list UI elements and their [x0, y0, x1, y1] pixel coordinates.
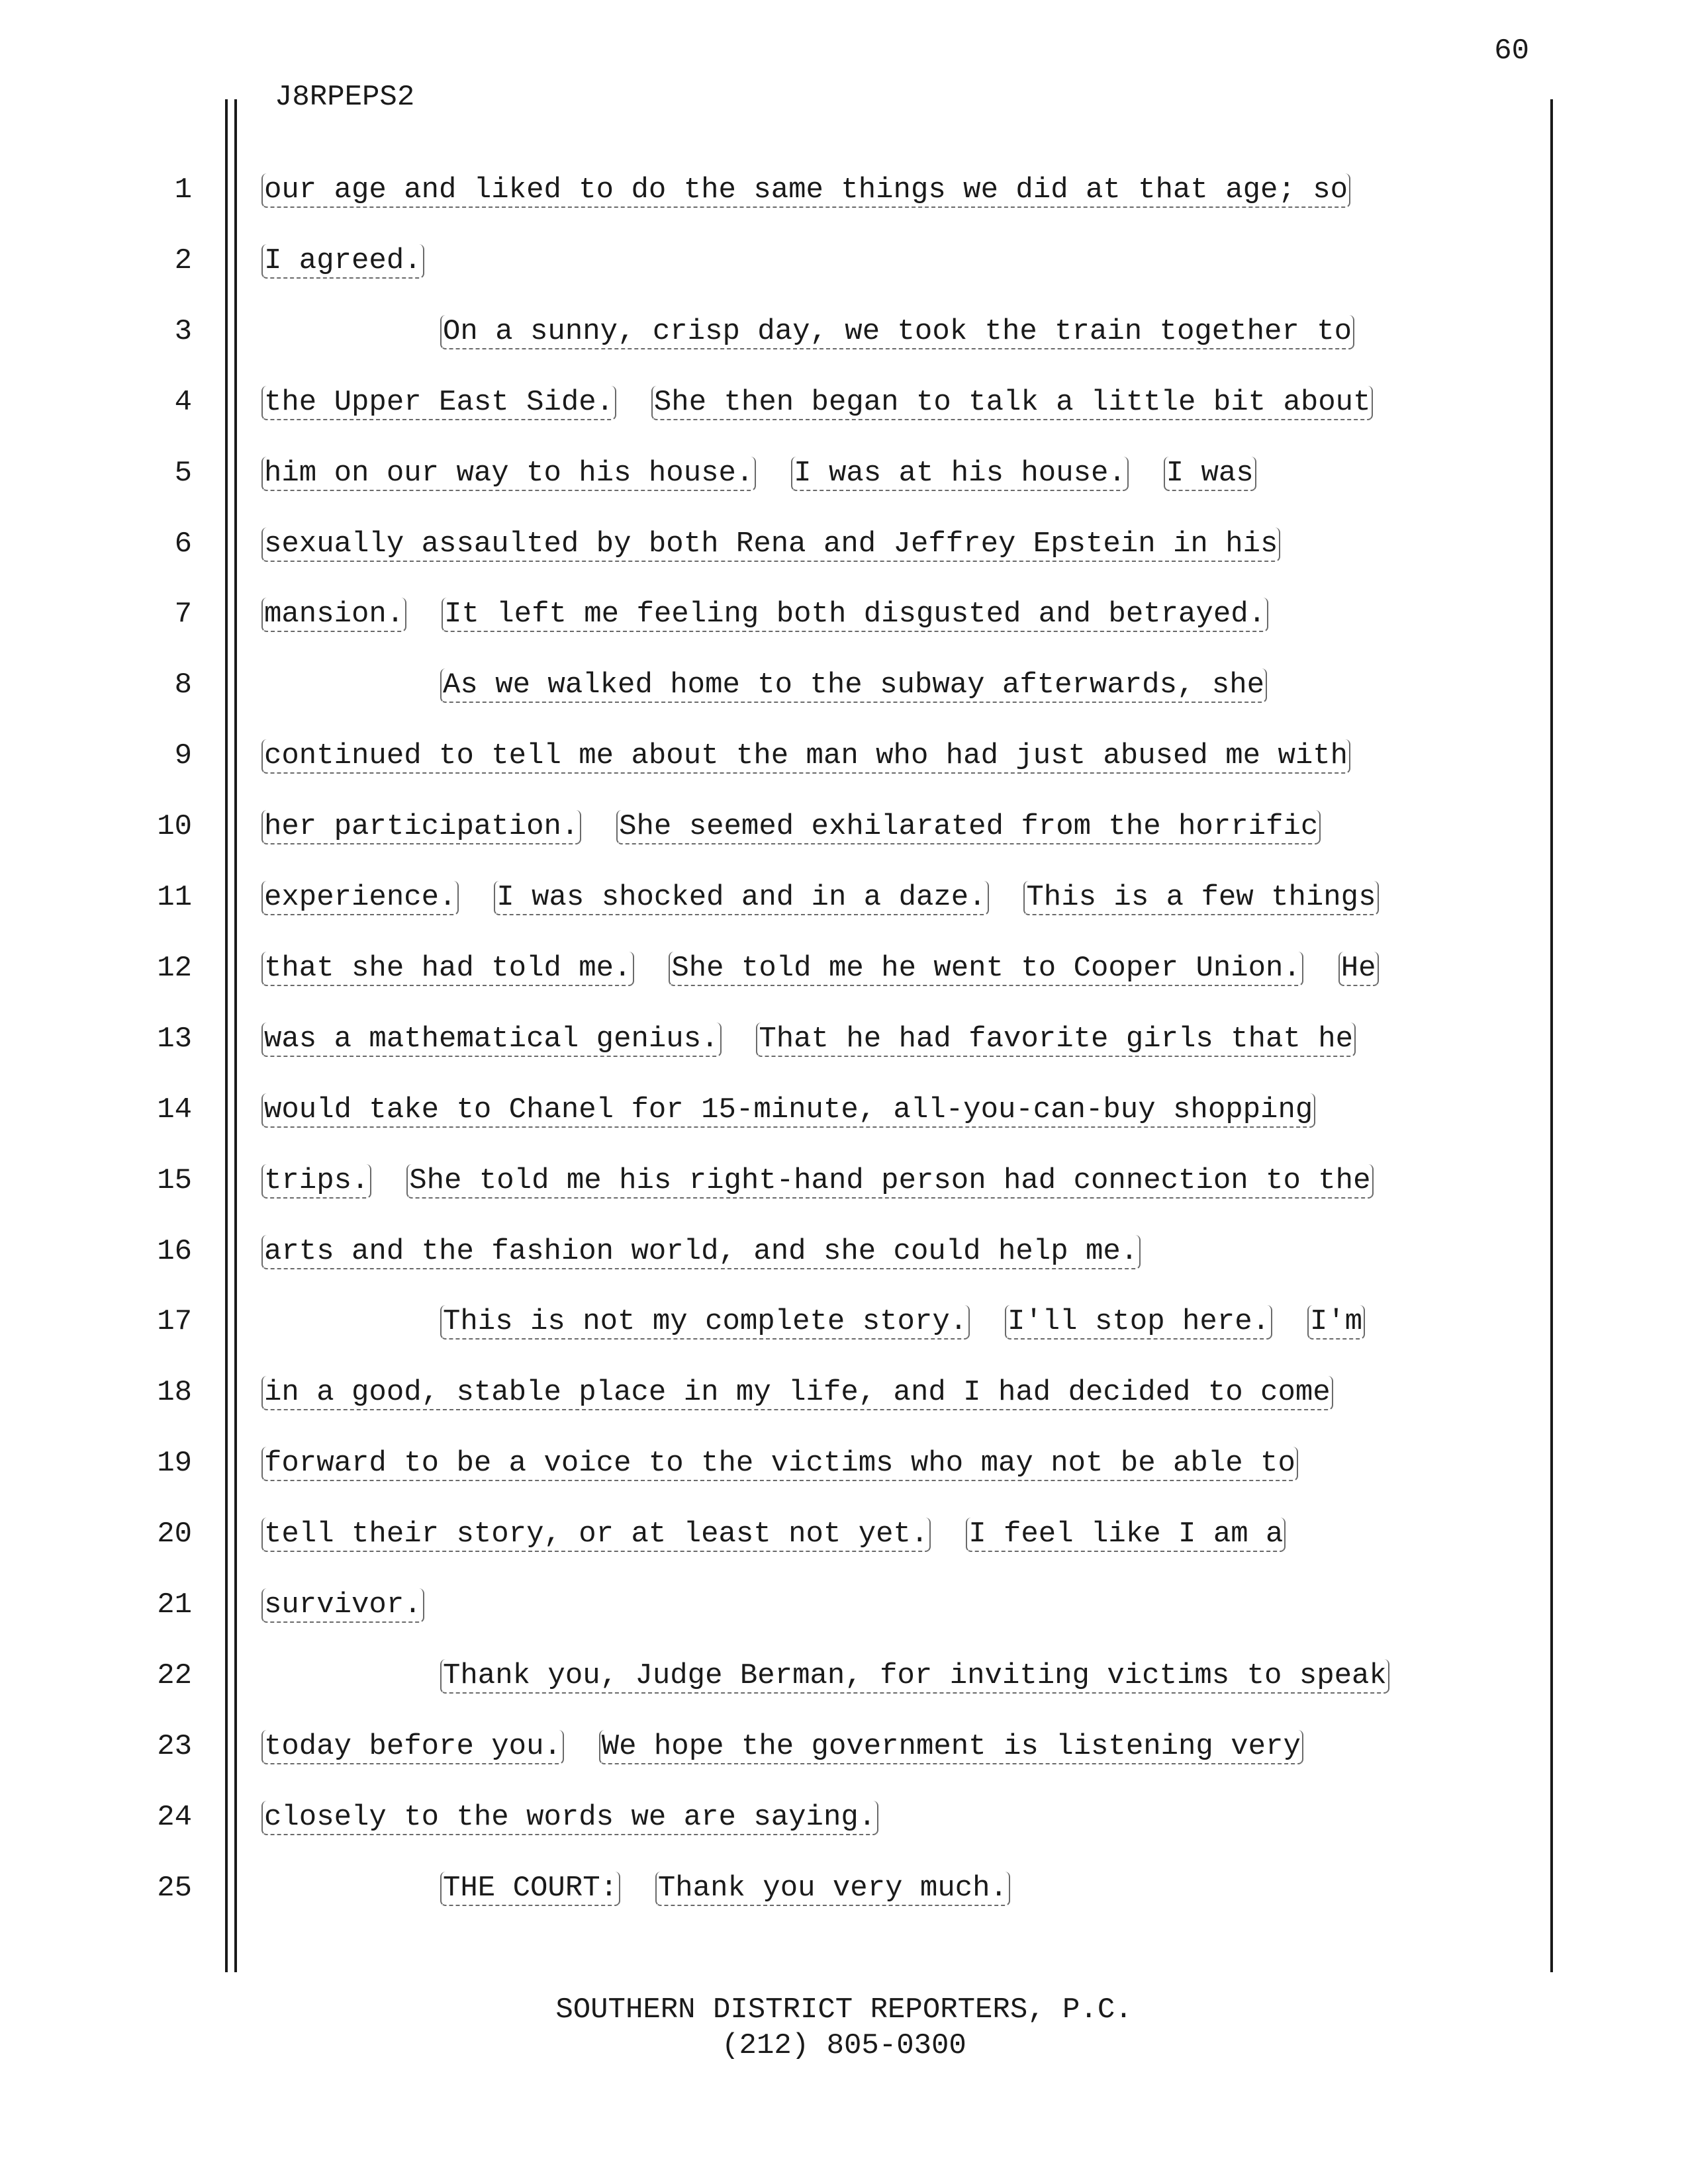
line-number: 3 [174, 315, 192, 348]
sentence-segment: sexually assaulted by both Rena and Jeffrey Epstein in his [261, 527, 1280, 562]
sentence-segment: forward to be a voice to the victims who may not be able to [261, 1447, 1298, 1481]
sentence-segment: This is a few things [1023, 881, 1378, 915]
sentence-segment: her participation. [261, 810, 581, 844]
sentence-segment: I agreed. [261, 244, 424, 279]
sentence-segment: She then began to talk a little bit about [651, 386, 1374, 420]
transcript-line [261, 1801, 878, 1834]
transcript-line [440, 1872, 1010, 1905]
transcript-line [440, 315, 1354, 348]
line-number: 15 [157, 1164, 192, 1197]
line-number: 19 [157, 1447, 192, 1480]
sentence-segment: mansion. [261, 598, 406, 632]
sentence-segment: Thank you very much. [655, 1872, 1010, 1906]
line-number: 17 [157, 1305, 192, 1338]
footer-reporter-name: SOUTHERN DISTRICT REPORTERS, P.C. [555, 1993, 1133, 2026]
sentence-segment: our age and liked to do the same things we did at that age; so [261, 173, 1350, 208]
transcript-line [261, 1730, 1303, 1763]
transcript-line [261, 457, 1256, 490]
line-number: 16 [157, 1235, 192, 1268]
transcript-line [440, 1659, 1389, 1692]
sentence-segment: survivor. [261, 1588, 424, 1623]
line-number: 8 [174, 668, 192, 702]
sentence-segment: I'm [1307, 1305, 1365, 1340]
transcript-line [261, 527, 1280, 561]
sentence-segment: He [1338, 952, 1379, 986]
sentence-segment: in a good, stable place in my life, and I had decided to come [261, 1376, 1333, 1410]
sentence-segment: That he had favorite girls that he [756, 1023, 1356, 1057]
line-number: 22 [157, 1659, 192, 1692]
sentence-segment: trips. [261, 1164, 371, 1199]
sentence-segment: arts and the fashion world, and she could help me. [261, 1235, 1141, 1269]
sentence-segment: As we walked home to the subway afterwards, she [440, 668, 1267, 703]
line-number: 21 [157, 1588, 192, 1621]
transcript-line [261, 598, 1268, 631]
transcript-line [261, 1164, 1374, 1197]
sentence-segment: It left me feeling both disgusted and betrayed. [442, 598, 1268, 632]
sentence-segment: tell their story, or at least not yet. [261, 1518, 931, 1552]
transcript-line [261, 1023, 1356, 1056]
sentence-segment: would take to Chanel for 15-minute, all-you-can-buy shopping [261, 1093, 1315, 1128]
line-number: 23 [157, 1730, 192, 1763]
left-margin-rule [225, 99, 228, 1972]
right-margin-rule [1550, 99, 1553, 1972]
line-number: 14 [157, 1093, 192, 1126]
transcript-line [261, 1447, 1298, 1480]
line-number: 9 [174, 739, 192, 772]
line-number: 2 [174, 244, 192, 277]
line-number: 25 [157, 1872, 192, 1905]
sentence-segment: today before you. [261, 1730, 564, 1764]
transcript-line [261, 1518, 1286, 1551]
transcript-line [261, 739, 1350, 772]
page-number: 60 [1494, 34, 1529, 68]
transcript-line [261, 244, 424, 277]
line-number: 13 [157, 1023, 192, 1056]
header-code: J8RPEPS2 [275, 81, 415, 114]
sentence-segment: THE COURT: [440, 1872, 620, 1906]
sentence-segment: I was [1164, 457, 1256, 491]
sentence-segment: the Upper East Side. [261, 386, 616, 420]
transcript-line [261, 1376, 1333, 1409]
line-number: 24 [157, 1801, 192, 1834]
sentence-segment: I was shocked and in a daze. [494, 881, 988, 915]
sentence-segment: experience. [261, 881, 459, 915]
sentence-segment: We hope the government is listening very [599, 1730, 1303, 1764]
line-number: 10 [157, 810, 192, 843]
sentence-segment: continued to tell me about the man who had just abused me with [261, 739, 1350, 774]
transcript-line [440, 1305, 1365, 1338]
line-number: 6 [174, 527, 192, 561]
sentence-segment: that she had told me. [261, 952, 634, 986]
sentence-segment: him on our way to his house. [261, 457, 756, 491]
line-number: 7 [174, 598, 192, 631]
left-margin-rule-inner [234, 99, 237, 1972]
footer-phone: (212) 805-0300 [722, 2029, 966, 2062]
sentence-segment: was a mathematical genius. [261, 1023, 722, 1057]
transcript-line [261, 881, 1379, 914]
line-number: 4 [174, 386, 192, 419]
line-number: 18 [157, 1376, 192, 1409]
transcript-line [261, 173, 1350, 206]
sentence-segment: I was at his house. [791, 457, 1129, 491]
transcript-line [261, 1235, 1141, 1268]
line-number: 12 [157, 952, 192, 985]
line-number: 11 [157, 881, 192, 914]
transcript-line [261, 810, 1321, 843]
transcript-line [261, 952, 1379, 985]
sentence-segment: I'll stop here. [1005, 1305, 1272, 1340]
transcript-line [261, 1093, 1315, 1126]
line-number: 1 [174, 173, 192, 206]
sentence-segment: On a sunny, crisp day, we took the train together to [440, 315, 1354, 349]
sentence-segment: She told me his right-hand person had connection to the [406, 1164, 1373, 1199]
transcript-line [261, 386, 1373, 419]
line-number: 5 [174, 457, 192, 490]
transcript-line [261, 1588, 424, 1621]
sentence-segment: She told me he went to Cooper Union. [669, 952, 1303, 986]
sentence-segment: Thank you, Judge Berman, for inviting victims to speak [440, 1659, 1389, 1694]
sentence-segment: This is not my complete story. [440, 1305, 970, 1340]
transcript-line [440, 668, 1267, 702]
sentence-segment: closely to the words we are saying. [261, 1801, 878, 1835]
sentence-segment: I feel like I am a [966, 1518, 1286, 1552]
sentence-segment: She seemed exhilarated from the horrific [616, 810, 1321, 844]
line-number: 20 [157, 1518, 192, 1551]
